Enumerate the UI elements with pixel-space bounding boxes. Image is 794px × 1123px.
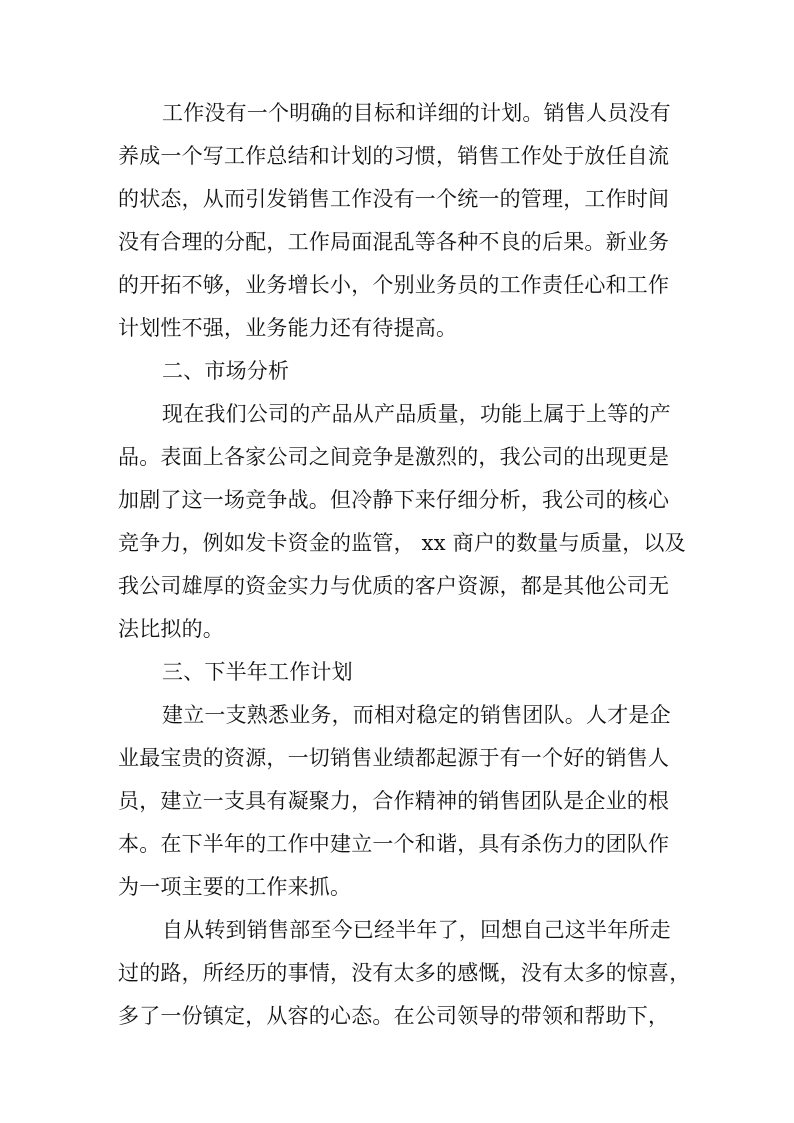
section-heading-market-analysis: [118, 350, 678, 393]
text-line: 的状态，从而引发销售工作没有一个统一的管理，工作时间: [118, 187, 670, 211]
text-line: 多了一份镇定，从容的心态。在公司领导的带领和帮助下，: [118, 1004, 670, 1028]
text-line: 我公司雄厚的资金实力与优质的客户资源，都是其他公司无: [118, 574, 670, 598]
text-line: 现在我们公司的产品从产品质量，功能上属于上等的产: [162, 402, 671, 426]
text-line: 没有合理的分配，工作局面混乱等各种不良的后果。新业务: [118, 230, 670, 254]
text-line: 养成一个写工作总结和计划的习惯，销售工作处于放任自流: [118, 144, 670, 168]
text-line: 建立一支熟悉业务，而相对稳定的销售团队。人才是企: [162, 703, 671, 727]
text-line: 计划性不强，业务能力还有待提高。: [118, 316, 458, 340]
document-body: [118, 92, 691, 1038]
text-line: 员，建立一支具有凝聚力，合作精神的销售团队是企业的根: [118, 789, 670, 813]
text-line: 的开拓不够，业务增长小，个别业务员的工作责任心和工作: [118, 273, 670, 297]
text-line: 过的路，所经历的事情，没有太多的感慨，没有太多的惊喜，: [118, 961, 691, 985]
paragraph-sales-team: [118, 694, 678, 909]
text-line: 加剧了这一场竞争战。但冷静下来仔细分析，我公司的核心: [118, 488, 670, 512]
text-line: 工作没有一个明确的目标和详细的计划。销售人员没有: [162, 101, 671, 125]
text-line: 竞争力，例如发卡资金的监管， xx 商户的数量与质量，以及: [118, 531, 686, 555]
text-line: 自从转到销售部至今已经半年了，回想自己这半年所走: [162, 918, 671, 942]
text-line: 法比拟的。: [118, 617, 224, 641]
text-line: 为一项主要的工作来抓。: [118, 875, 352, 899]
paragraph-work-problems: [118, 92, 678, 350]
heading-text: 三、下半年工作计划: [162, 660, 353, 684]
section-heading-work-plan: [118, 651, 678, 694]
heading-text: 二、市场分析: [162, 359, 290, 383]
text-line: 业最宝贵的资源，一切销售业绩都起源于有一个好的销售人: [118, 746, 670, 770]
paragraph-market-analysis: [118, 393, 686, 651]
text-line: 本。在下半年的工作中建立一个和谐，具有杀伤力的团队作: [118, 832, 670, 856]
paragraph-reflection: [118, 909, 691, 1038]
text-line: 品。表面上各家公司之间竞争是激烈的，我公司的出现更是: [118, 445, 670, 469]
